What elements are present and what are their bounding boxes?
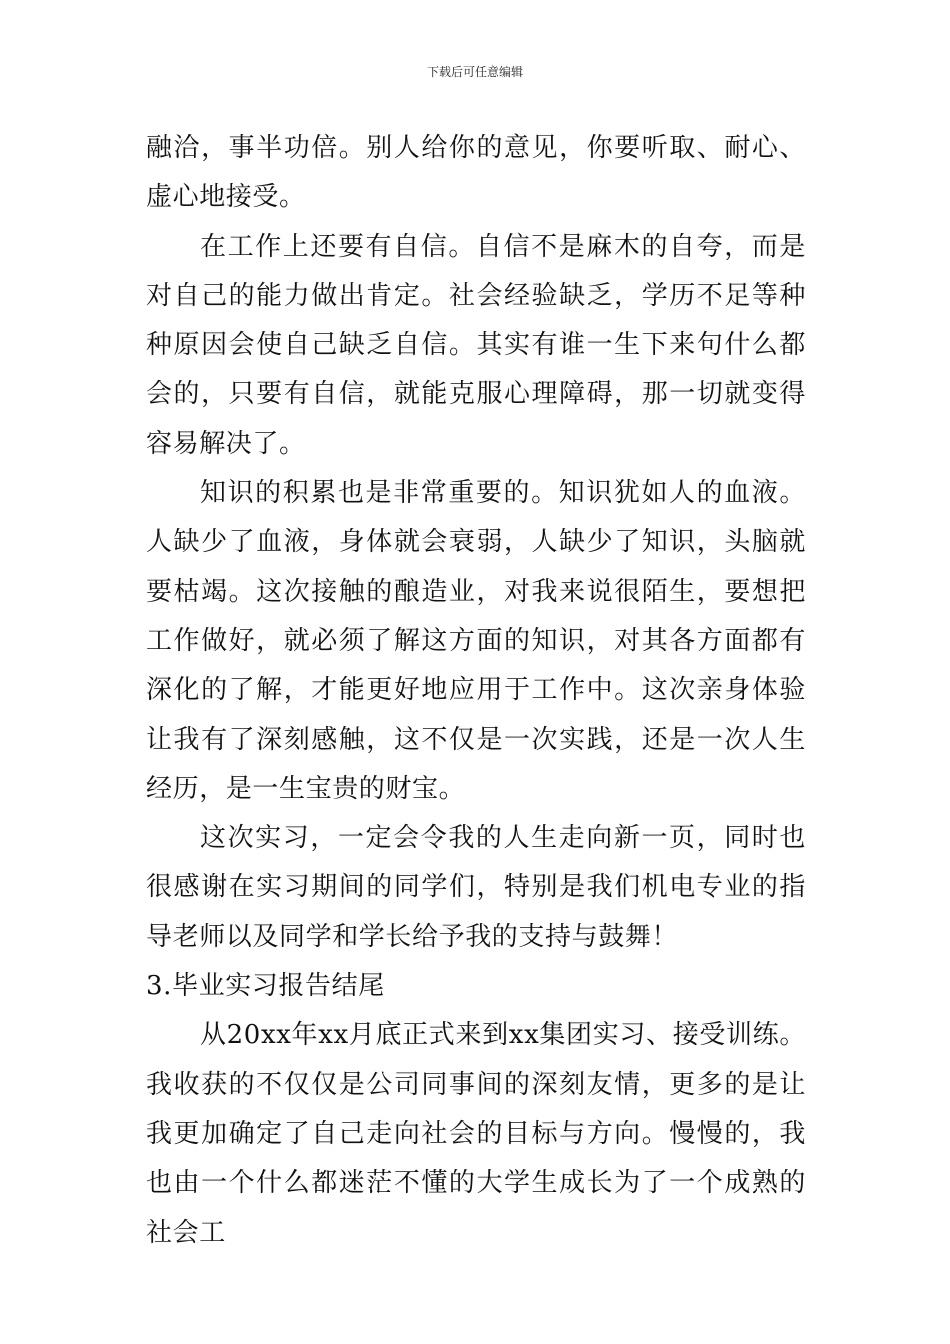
paragraph-knowledge: 知识的积累也是非常重要的。知识犹如人的血液。人缺少了血液，身体就会衰弱，人缺少了知识，头脑就要枯竭。这次接触的酿造业，对我来说很陌生，要想把工作做好，就必须了解这方面的知识，对其各方面都有深化的了解，才能更好地应用于工作中。这次亲身体验让我有了深刻感触，这不仅是一次实践，还是一次人生经历，是一生宝贵的财宝。 <box>146 478 806 804</box>
paragraph-continuation: 融洽，事半功倍。别人给你的意见，你要听取、耐心、虚心地接受。 <box>146 133 806 213</box>
paragraph-confidence: 在工作上还要有自信。自信不是麻木的自夸，而是对自己的能力做出肯定。社会经验缺乏，学历不足等种种原因会使自己缺乏自信。其实有谁一生下来句什么都会的，只要有自信，就能克服心理障碍，那一切就变得容易解决了。 <box>146 231 806 459</box>
paragraph-thanks: 这次实习，一定会令我的人生走向新一页，同时也很感谢在实习期间的同学们，特别是我们机电专业的指导老师以及同学和学长给予我的支持与鼓舞！ <box>146 823 806 952</box>
paragraph-conclusion: 从20xx年xx月底正式来到xx集团实习、接受训练。我收获的不仅仅是公司同事间的深刻友情，更多的是让我更加确定了自己走向社会的目标与方向。慢慢的，我也由一个什么都迷茫不懂的大学生成长为了一个成熟的社会工 <box>146 1020 806 1248</box>
page-header: 下载后可任意编辑 <box>426 65 523 79</box>
section-heading: 3.毕业实习报告结尾 <box>146 971 385 1002</box>
document-body <box>146 124 806 1258</box>
